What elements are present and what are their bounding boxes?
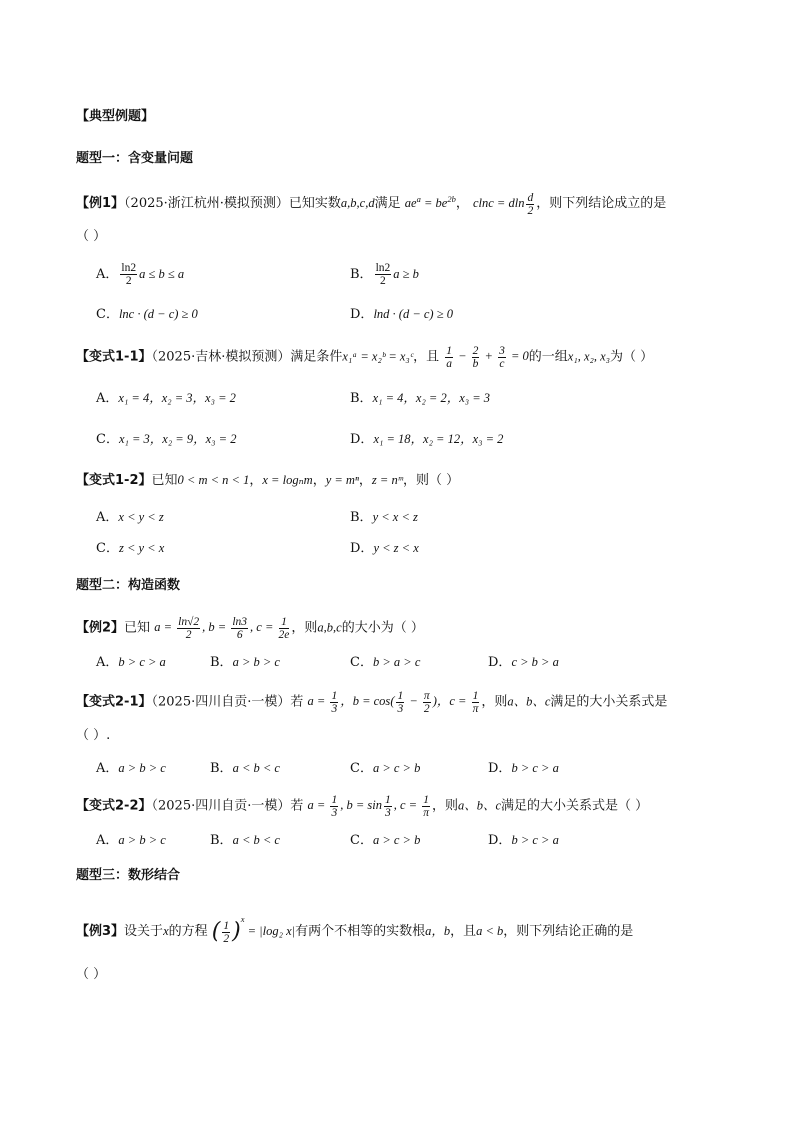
option-a[interactable]: A．b > c > a — [96, 655, 166, 670]
option-d[interactable]: D．x₁ = 18，x₂ = 12，x₃ = 2 — [350, 432, 504, 447]
option-b[interactable]: B．a > b > c — [210, 655, 280, 670]
option-d[interactable]: D．y < z < x — [350, 541, 419, 556]
example-tag: 【变式2-2】 — [76, 798, 152, 814]
option-c[interactable]: C．a > c > b — [350, 833, 421, 848]
variant-2-2-stem: 【变式2-2】（2025·四川自贡·一模）若 a = $\frac{1}{3}$ , b = sin $\frac{1}{3}$ , c = $\frac{1}{\pi}$ ，则a、b、c满足的大小关系式是（ ） — [76, 794, 649, 819]
page-header: 【典型例题】 — [76, 109, 155, 124]
option-b[interactable]: B．x₁ = 4，x₂ = 2，x₃ = 3 — [350, 391, 491, 406]
answer-blank: （ ） — [76, 967, 107, 982]
math-defs: a = $\frac{1}{3}$ ，b = cos( $\frac{1}{3}$ − $\frac{\pi}{2}$ )，c = $\frac{1}{\pi}$ — [307, 690, 479, 715]
section-title-1: 题型一：含变量问题 — [76, 151, 194, 166]
option-b[interactable]: B． $\frac{\ln 2}{2}$ a ≥ b — [350, 262, 419, 287]
option-c[interactable]: C．a > c > b — [350, 761, 421, 776]
option-c[interactable]: C．x₁ = 3，x₂ = 9，x₃ = 2 — [96, 432, 237, 447]
option-c[interactable]: C．b > a > c — [350, 655, 421, 670]
math-cond: x₁ᵃ = x₂ᵇ = x₃ᶜ — [342, 349, 414, 364]
math-eq1: $ae^a = be^{2b}$ — [404, 194, 456, 211]
option-d[interactable]: D．b > c > a — [488, 833, 559, 848]
section-title-3: 题型三：数形结合 — [76, 868, 181, 883]
stem-text: ，则下列结论成立的是 — [536, 196, 667, 212]
option-a[interactable]: A．x₁ = 4，x₂ = 3，x₃ = 2 — [96, 391, 236, 406]
option-a[interactable]: A．a > b > c — [96, 761, 166, 776]
stem-text: 满足 — [374, 196, 401, 212]
option-c[interactable]: C．z < y < x — [96, 541, 165, 556]
option-d[interactable]: D．b > c > a — [488, 761, 559, 776]
stem-text: 已知实数 — [288, 196, 341, 212]
option-a[interactable]: A．x < y < z — [96, 510, 164, 525]
example-tag: 【变式1-1】 — [76, 349, 152, 365]
source: （2025·吉林·模拟预测） — [151, 349, 291, 365]
answer-blank: （ ）. — [76, 728, 111, 743]
option-a[interactable]: A．a > b > c — [96, 833, 166, 848]
example-tag: 【例2】 — [76, 620, 125, 636]
option-a[interactable]: A． $\frac{\ln 2}{2}$ a ≤ b ≤ a — [96, 262, 185, 287]
option-b[interactable]: B．a < b < c — [210, 833, 280, 848]
option-d[interactable]: D．c > b > a — [488, 655, 559, 670]
math-fractions: $\frac{1}{a}$ − $\frac{2}{b}$ + $\frac{3}{c}$ = 0 — [446, 345, 529, 370]
example-1-stem: 【例1】（2025·浙江杭州·模拟预测）已知实数a,b,c,d满足 $ae^a = be^{2b}$， clnc = dln $\frac{d}{2}$ ，则下列结论成立的是 — [76, 191, 667, 217]
source: （2025·浙江杭州·模拟预测） — [124, 196, 289, 212]
example-tag: 【例3】 — [76, 924, 125, 940]
option-b[interactable]: B．a < b < c — [210, 761, 280, 776]
option-d[interactable]: D．lnd · (d − c) ≥ 0 — [350, 307, 453, 322]
source: （2025·四川自贡·一模） — [151, 694, 291, 710]
option-c[interactable]: C．lnc · (d − c) ≥ 0 — [96, 307, 198, 322]
math-defs: a = $\frac{\ln√2}{2}$ , b = $\frac{\ln 3}{6}$ , c = $\frac{1}{2e}$ — [154, 616, 290, 641]
option-b[interactable]: B．y < x < z — [350, 510, 418, 525]
math-equation: ( $\frac{1}{2}$ )$^x$ = |log₂ x| — [211, 914, 296, 945]
example-3-stem: 【例3】设关于x的方程 ( $\frac{1}{2}$ )$^x$ = |log₂ x|有两个不相等的实数根a，b，且a < b，则下列结论正确的是 — [76, 914, 634, 945]
source: （2025·四川自贡·一模） — [151, 798, 291, 814]
example-tag: 【变式1-2】 — [76, 473, 152, 488]
answer-blank: （ ） — [76, 229, 107, 244]
variant-1-2-stem: 【变式1-2】已知0 < m < n < 1，x = logₙm，y = mⁿ，z = nᵐ，则（ ） — [76, 473, 460, 488]
example-tag: 【变式2-1】 — [76, 694, 152, 710]
example-tag: 【例1】 — [76, 196, 125, 212]
variant-2-1-stem: 【变式2-1】（2025·四川自贡·一模）若 a = $\frac{1}{3}$ ，b = cos( $\frac{1}{3}$ − $\frac{\pi}{2}$ )，c = $\frac{1}{\pi}$ ，则a、b、c满足的大小关系式是 — [76, 690, 668, 715]
math-vars: a,b,c,d — [340, 196, 375, 211]
section-title-2: 题型二：构造函数 — [76, 578, 181, 593]
math-defs: a = $\frac{1}{3}$ , b = sin $\frac{1}{3}$ , c = $\frac{1}{\pi}$ — [307, 794, 429, 819]
math-eq2: clnc = dln $\frac{d}{2}$ — [472, 191, 534, 217]
variant-1-1-stem: 【变式1-1】（2025·吉林·模拟预测）满足条件x₁ᵃ = x₂ᵇ = x₃ᶜ，且 $\frac{1}{a}$ − $\frac{2}{b}$ + $\frac{3}{c}$ = 0的一组x₁, x₂, x₃为（ ） — [76, 345, 654, 370]
example-2-stem: 【例2】已知 a = $\frac{\ln√2}{2}$ , b = $\frac{\ln 3}{6}$ , c = $\frac{1}{2e}$ ，则a,b,c的大小为（ ） — [76, 616, 424, 641]
